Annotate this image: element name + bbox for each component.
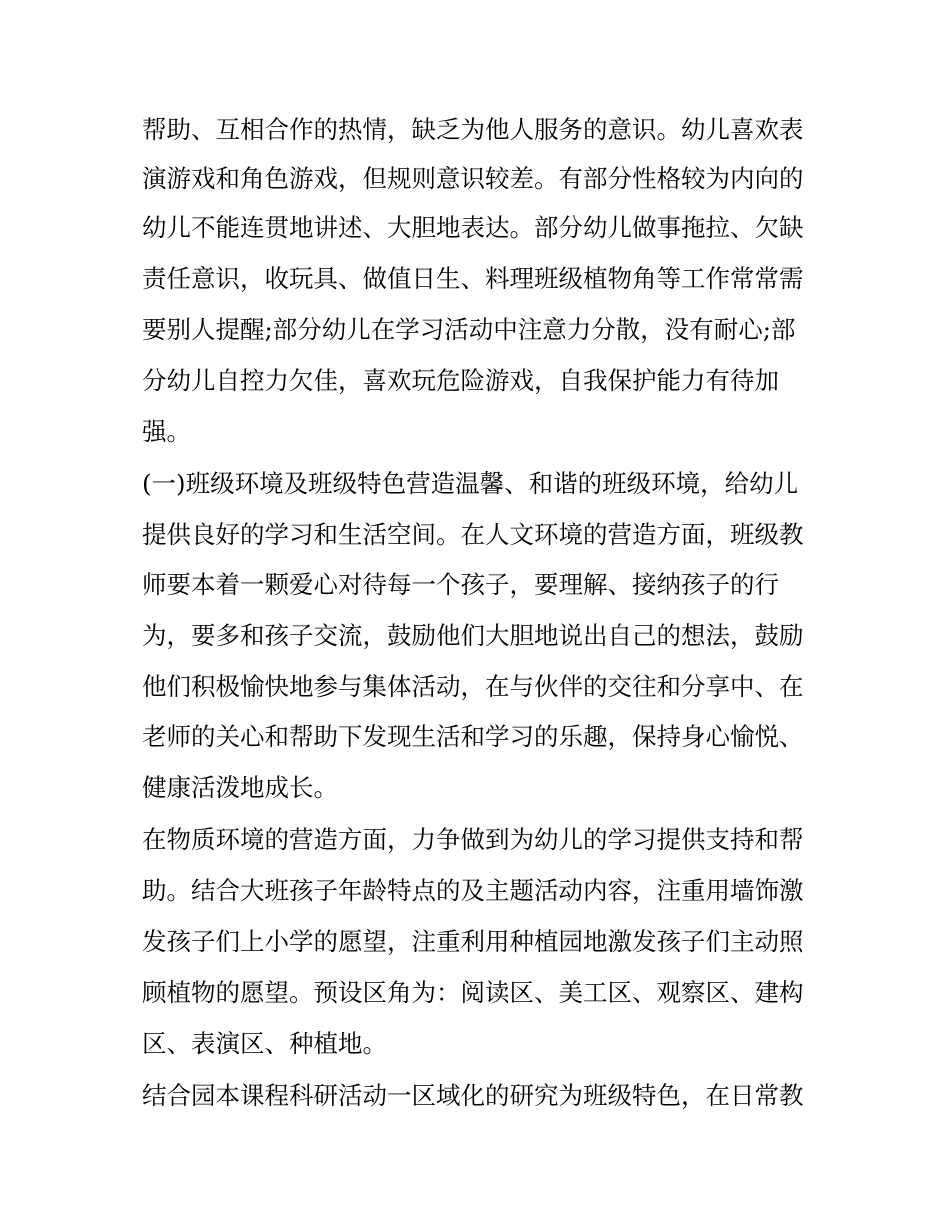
text-line: 区、表演区、种植地。 (142, 1029, 387, 1058)
section-heading-line: (一)班级环境及班级特色营造温馨、和谐的班级环境，给幼儿 (142, 469, 799, 498)
text-line: 演游戏和角色游戏，但规则意识较差。有部分性格较为内向的 (142, 164, 804, 193)
text-line: 提供良好的学习和生活空间。在人文环境的营造方面，班级教 (142, 520, 804, 549)
text-line: 老师的关心和帮助下发现生活和学习的乐趣，保持身心愉悦、 (142, 722, 804, 751)
text-line: 帮助、互相合作的热情，缺乏为他人服务的意识。幼儿喜欢表 (142, 115, 804, 144)
text-line: 他们积极愉快地参与集体活动，在与伙伴的交往和分享中、在 (142, 672, 804, 701)
text-line: 结合园本课程科研活动一区域化的研究为班级特色，在日常教 (142, 1081, 804, 1110)
text-line: 要别人提醒;部分幼儿在学习活动中注意力分散，没有耐心;部 (142, 315, 796, 344)
text-line: 分幼儿自控力欠佳，喜欢玩危险游戏，自我保护能力有待加 (142, 366, 779, 395)
text-line: 顾植物的愿望。预设区角为：阅读区、美工区、观察区、建构 (142, 978, 804, 1007)
text-line: 强。 (142, 417, 191, 446)
text-line: 健康活泼地成长。 (142, 773, 338, 802)
text-line: 发孩子们上小学的愿望，注重利用种植园地激发孩子们主动照 (142, 927, 804, 956)
text-line: 师要本着一颗爱心对待每一个孩子，要理解、接纳孩子的行 (142, 570, 779, 599)
text-line: 为，要多和孩子交流，鼓励他们大胆地说出自己的想法，鼓励 (142, 621, 804, 650)
text-line: 幼儿不能连贯地讲述、大胆地表达。部分幼儿做事拖拉、欠缺 (142, 213, 804, 242)
text-line: 助。结合大班孩子年龄特点的及主题活动内容，注重用墙饰激 (142, 876, 804, 905)
text-line: 责任意识，收玩具、做值日生、料理班级植物角等工作常常需 (142, 264, 804, 293)
text-line: 在物质环境的营造方面，力争做到为幼儿的学习提供支持和帮 (142, 825, 804, 854)
